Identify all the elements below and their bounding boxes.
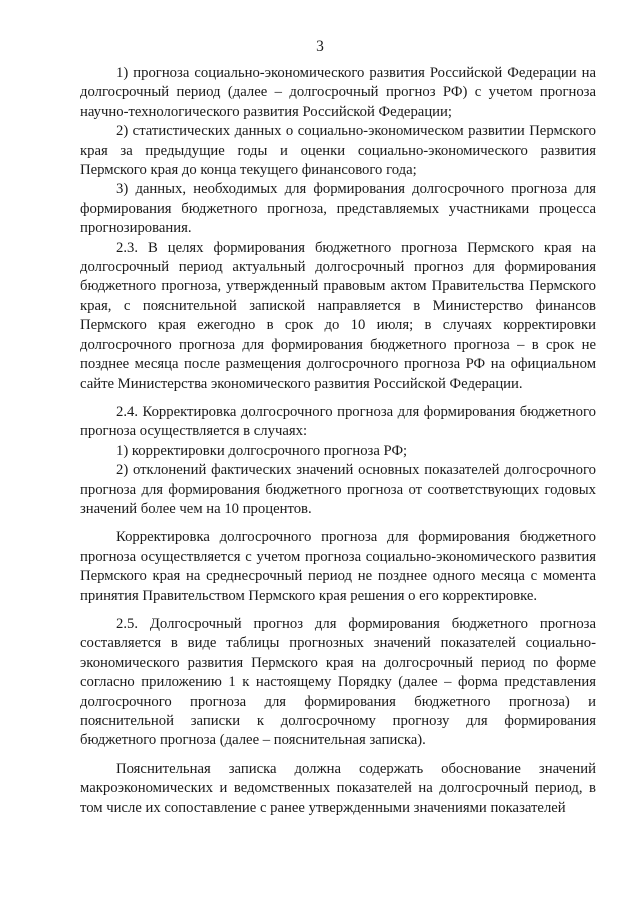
page-number: 3 <box>316 38 324 55</box>
paragraph-section-2-4: 2.4. Корректировка долгосрочного прогноза для формирования бюджетного прогноза осуществляется в случаях: <box>80 403 596 440</box>
paragraph-case-1: 1) корректировки долгосрочного прогноза РФ; <box>116 442 408 459</box>
paragraph-correction: Корректировка долгосрочного прогноза для формирования бюджетного прогноза осуществляется с учетом прогноза социально-экономического развития Пермского края на среднесрочный период не позднее одного месяца с момента принятия Правительством Пермского края решения о его корректировке. <box>80 529 596 604</box>
paragraph-item-1: 1) прогноза социально-экономического развития Российской Федерации на долгосрочный период (далее – долгосрочный прогноз РФ) с учетом прогноза научно-технологического развития Российской Федерации; <box>80 65 596 120</box>
paragraph-section-2-3: 2.3. В целях формирования бюджетного прогноза Пермского края на долгосрочный период актуальный долгосрочный прогноз для формирования бюджетного прогноза, утвержденный правовым актом Правительства Пермского края, с пояснительной запиской направляется в Министерство финансов Пермского края ежегодно в срок до 10 июля; в случаях корректировки долгосрочного прогноза для формирования бюджетного прогноза – в срок не позднее месяца после размещения долгосрочного прогноза РФ на официальном сайте Министерства экономического развития Российской Федерации. <box>80 239 596 392</box>
document-body <box>80 64 596 818</box>
paragraph-item-2: 2) статистических данных о социально-экономическом развитии Пермского края за предыдущие годы и оценки социально-экономического развития Пермского края до конца текущего финансового года; <box>80 123 596 179</box>
paragraph-item-3: 3) данных, необходимых для формирования долгосрочного прогноза для формирования бюджетного прогноза, представляемых участниками процесса прогнозирования. <box>80 181 596 237</box>
paragraph-explanatory-note: Пояснительная записка должна содержать обоснование значений макроэкономических и ведомственных показателей на долгосрочный период, в том числе их сопоставление с ранее утвержденными значениями показателей <box>80 760 596 816</box>
paragraph-case-2: 2) отклонений фактических значений основных показателей долгосрочного прогноза для формирования бюджетного прогноза от соответствующих годовых значений более чем на 10 процентов. <box>80 462 596 517</box>
paragraph-section-2-5: 2.5. Долгосрочный прогноз для формирования бюджетного прогноза составляется в виде таблицы прогнозных значений показателей социально-экономического развития Пермского края на долгосрочный период по форме согласно приложению 1 к настоящему Порядку (далее – форма представления долгосрочного прогноза для формирования бюджетного прогноза) и пояснительной записки к долгосрочному прогнозу для формирования бюджетного прогноза (далее – пояснительная записка). <box>80 615 596 749</box>
